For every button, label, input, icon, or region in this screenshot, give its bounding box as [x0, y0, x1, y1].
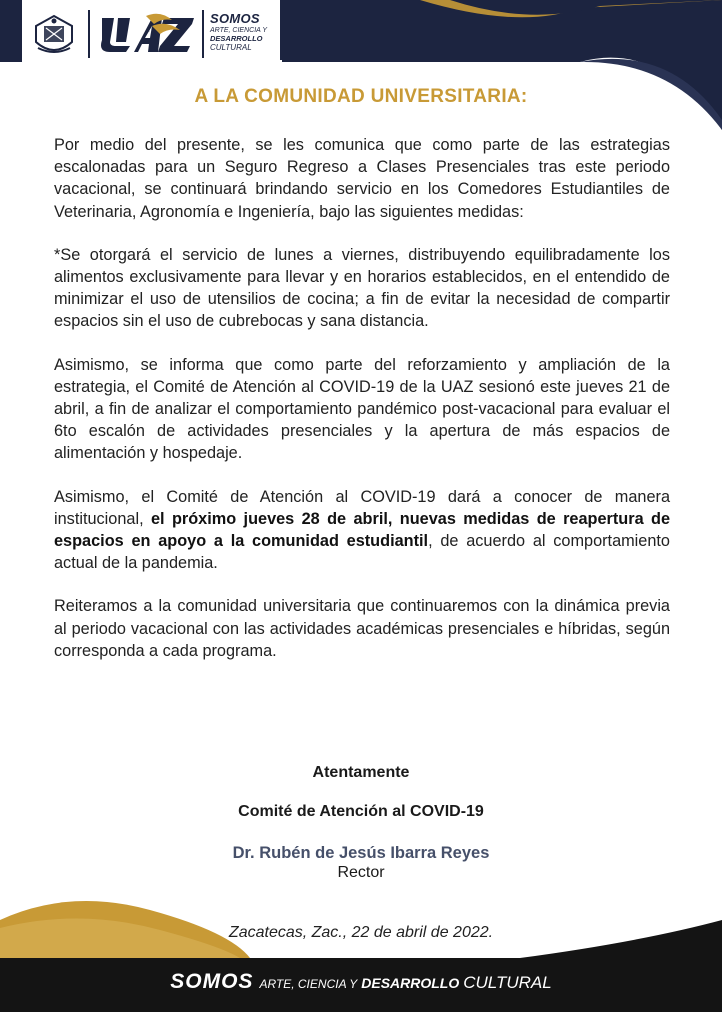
university-seal-icon — [30, 12, 78, 58]
announcement-highlight: el próximo jueves 28 de abril, nuevas medidas de reapertura de espacios en apoyo a la comunidad estudiantil — [54, 509, 670, 551]
document-body — [54, 134, 670, 683]
paragraph-reiteration: Reiteramos a la comunidad universitaria que continuaremos con la dinámica previa al periodo vacacional con las actividades académicas presenciales e híbridas, según corresponda a cada programa. — [54, 597, 670, 660]
header-left-bar — [0, 0, 22, 62]
footer-desarrollo: DESARROLLO — [361, 975, 460, 991]
document-title: A LA COMUNIDAD UNIVERSITARIA: — [194, 86, 528, 107]
header-somos-tagline — [210, 12, 276, 58]
uaz-logo — [100, 12, 196, 56]
header-somos: SOMOS — [210, 11, 260, 26]
paragraph-intro: Por medio del presente, se les comunica que como parte de las estrategias escalonadas para un Seguro Regreso a Clases Presenciales tras este periodo vacacional, se continuará brindando servicio en los Comedores Estudiantiles de Veterinaria, Agronomía e Ingeniería, bajo las siguientes medidas: — [54, 136, 670, 221]
footer-tagline — [0, 970, 722, 994]
header-desarrollo: DESARROLLO — [210, 34, 263, 43]
announcement-text-end: , de acuerdo al comportamiento actual de la pandemia. — [54, 532, 670, 573]
rector-name: Dr. Rubén de Jesús Ibarra Reyes — [232, 844, 490, 862]
header-divider — [202, 10, 204, 58]
header-decoration — [280, 0, 722, 130]
closing-committee: Comité de Atención al COVID-19 — [238, 803, 484, 820]
svg-text:UAZ: UAZ — [148, 32, 150, 33]
closing-atentamente: Atentamente — [312, 764, 410, 781]
footer-arte-ciencia: ARTE, CIENCIA Y — [259, 977, 358, 991]
rector-title: Rector — [337, 864, 385, 881]
header-cultural: CULTURAL — [210, 42, 252, 52]
footer-cultural: CULTURAL — [463, 973, 552, 992]
header-divider — [88, 10, 90, 58]
paragraph-service-measures: *Se otorgará el servicio de lunes a viernes, distribuyendo equilibradamente los alimentos exclusivamente para llevar y en horarios establecidos, en el entendido de minimizar el uso de utensilios de cocina; a fin de evitar la necesidad de compartir espacios sin el uso de cubrebocas y sana distancia. — [54, 245, 670, 331]
announcement-text-start: Asimismo, el Comité de Atención al COVID-19 dará a conocer de manera institucional, — [54, 487, 670, 528]
document-date: Zacatecas, Zac., 22 de abril de 2022. — [228, 924, 494, 941]
paragraph-announcement — [54, 486, 670, 575]
header-arte-ciencia: ARTE, CIENCIA Y — [210, 27, 268, 34]
paragraph-committee-session: Asimismo, se informa que como parte del reforzamiento y ampliación de la estrategia, el Comité de Atención al COVID-19 de la UAZ sesionó este jueves 21 de abril, a fin de analizar el comportamiento pandémico post-vacacional para evaluar el 6to escalón de actividades presenciales y la apertura de más espacios de alimentación y hospedaje. — [54, 355, 670, 463]
footer-somos: SOMOS — [170, 970, 254, 993]
